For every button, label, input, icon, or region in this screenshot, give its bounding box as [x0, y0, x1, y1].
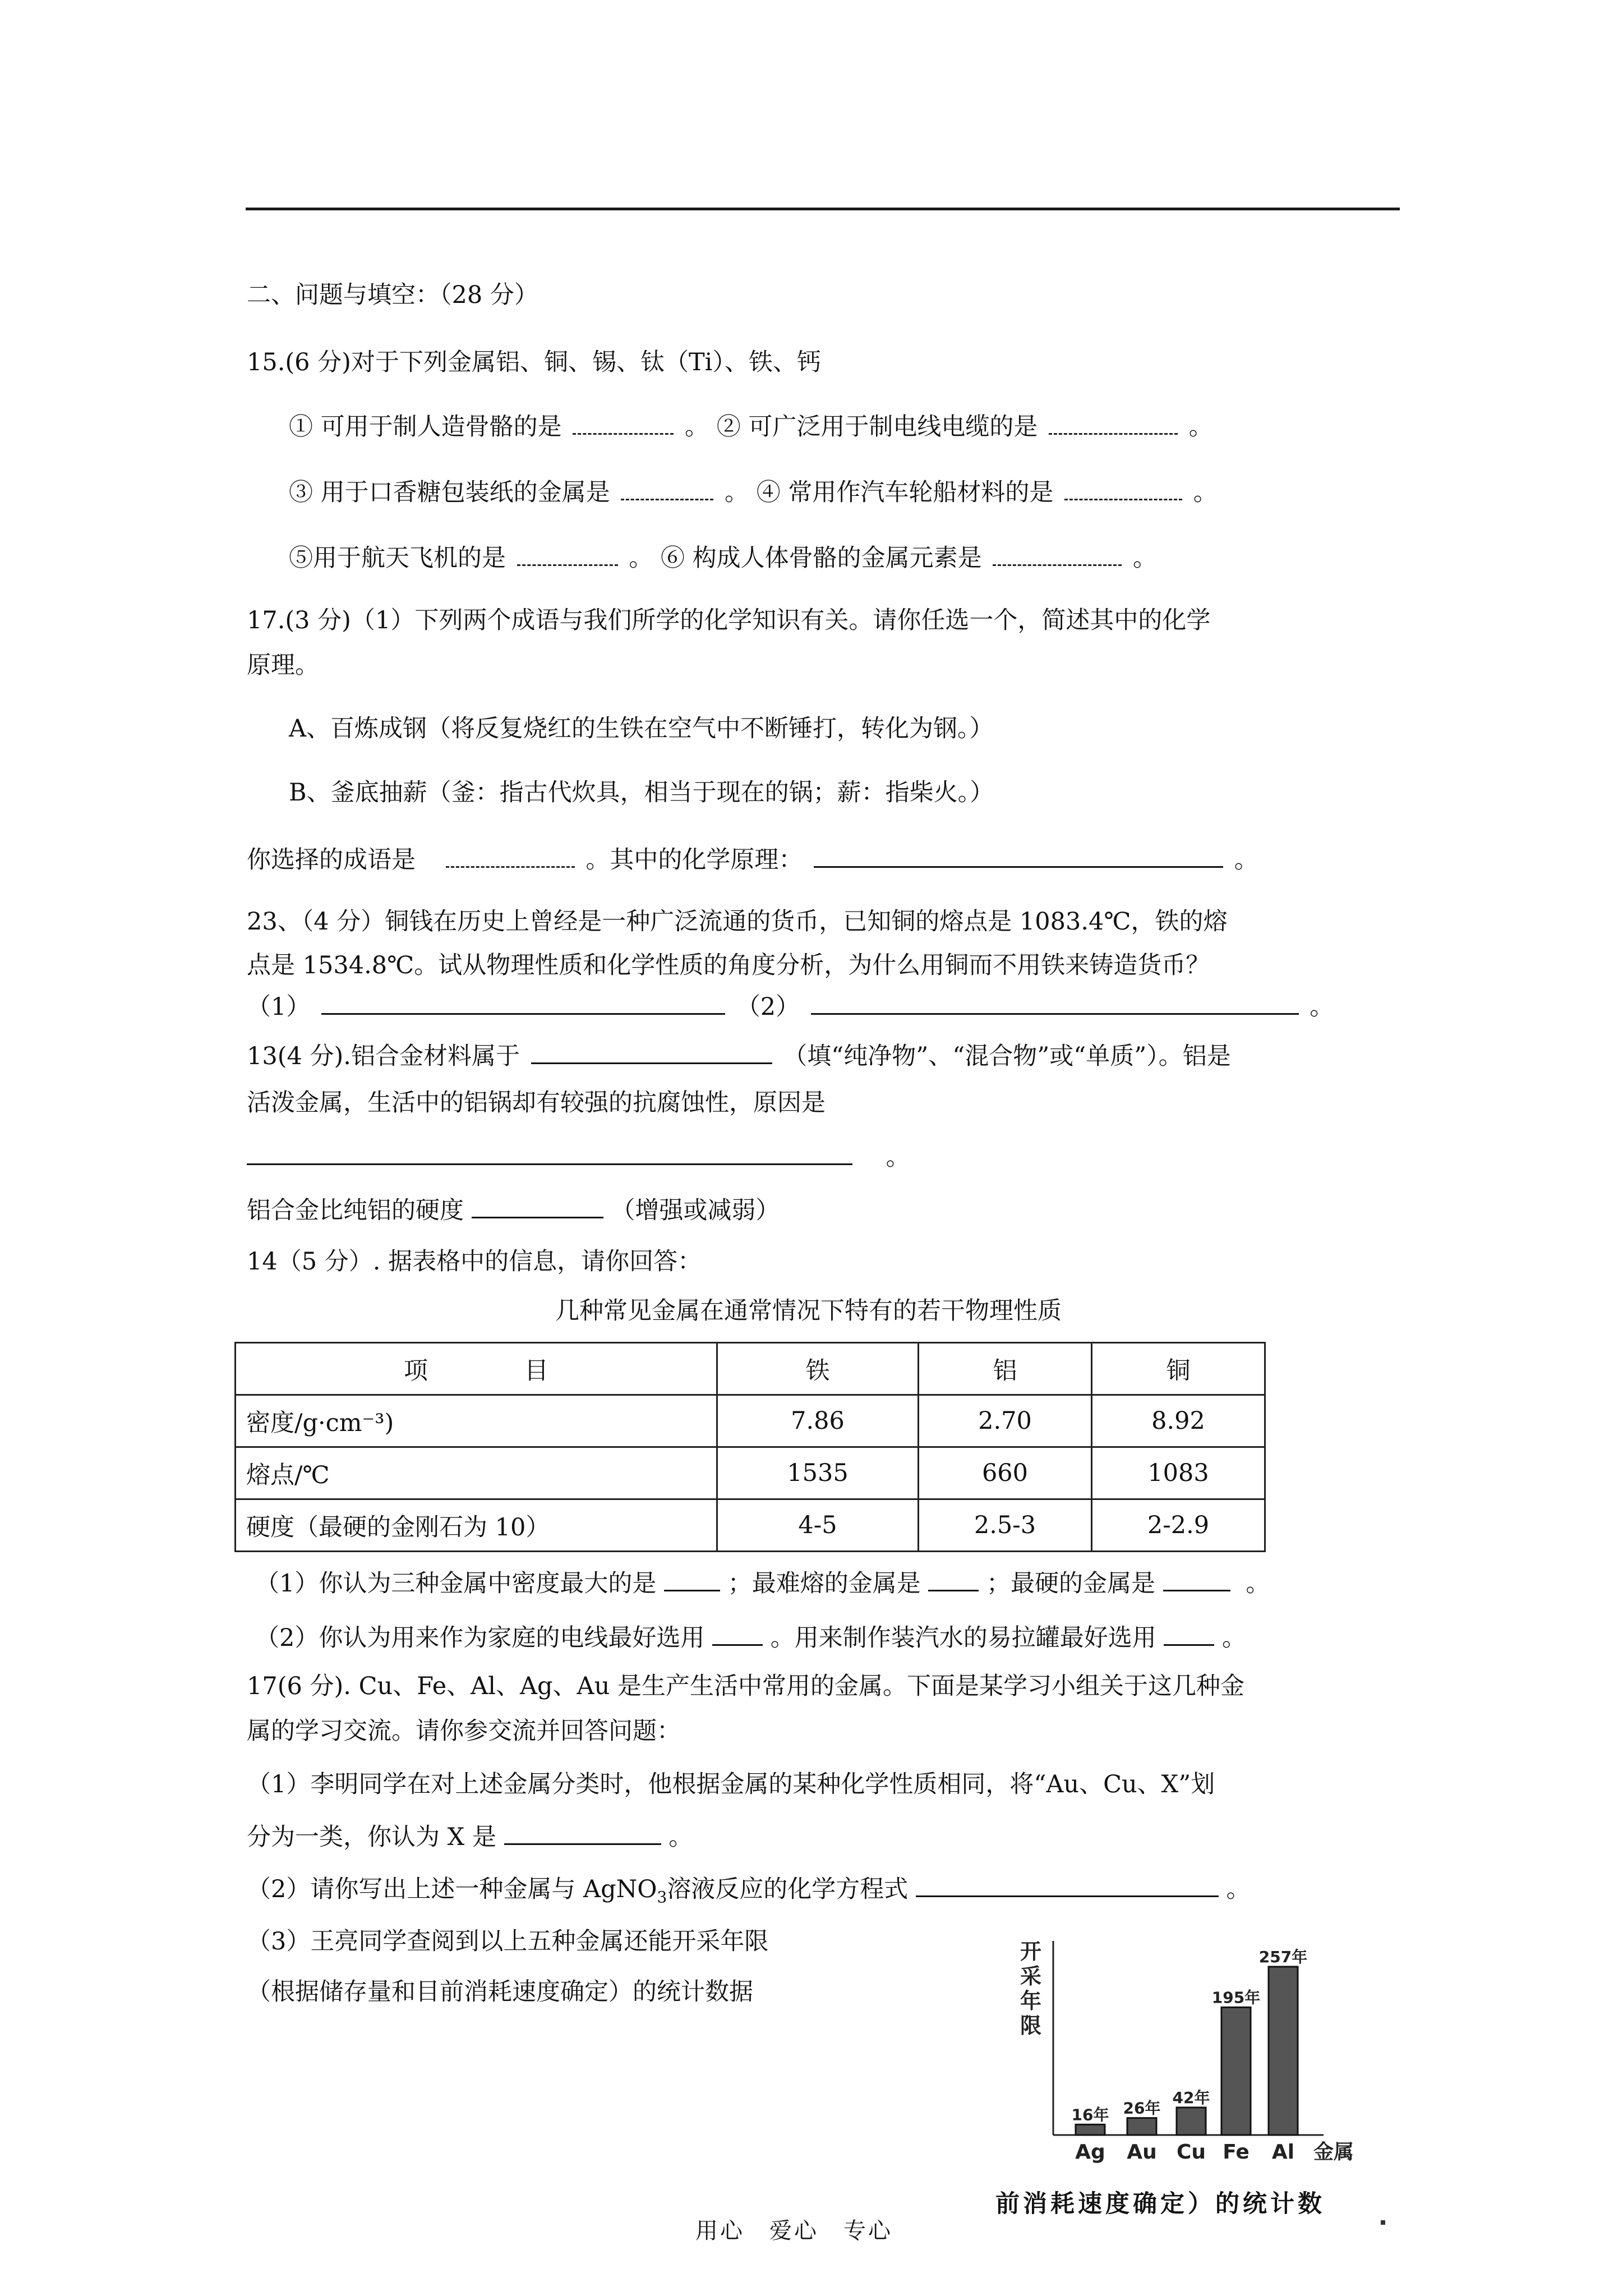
q17b-p1-line2	[247, 1824, 693, 1849]
q17a-optB: B、釜底抽薪（釜：指古代炊具，相当于现在的锅；薪：指柴火。）	[289, 779, 994, 807]
q14-ans1-end: 。	[1246, 1570, 1270, 1598]
q15-sep1: 。	[685, 413, 717, 441]
table-header-row	[236, 1343, 1265, 1395]
table-cell: 7.86	[717, 1395, 919, 1447]
q15-row2	[289, 480, 1218, 505]
table-row	[236, 1395, 1265, 1447]
q15-blank4[interactable]	[1064, 480, 1182, 500]
q13-blank3[interactable]	[472, 1198, 603, 1218]
q14-ans1-b: ；最难熔的金属是	[727, 1570, 921, 1598]
chart-ylabel-char: 开	[1020, 1939, 1042, 1964]
q15-item5: ⑤用于航天飞机的是	[289, 544, 506, 572]
q15-sep5: 。	[629, 544, 653, 572]
q14-blank5[interactable]	[1164, 1625, 1214, 1646]
q17b-p2-subscript: 3	[657, 1888, 667, 1907]
q17b-blank2[interactable]	[916, 1876, 1219, 1897]
q15-row3	[289, 545, 1157, 570]
table-cell: 660	[919, 1447, 1092, 1499]
q14-blank1[interactable]	[664, 1571, 720, 1591]
q17b-blank1[interactable]	[504, 1824, 661, 1845]
q15-item2: ② 可广泛用于制电线电缆的是	[716, 413, 1038, 441]
q13-blank1[interactable]	[531, 1043, 772, 1064]
table-row	[236, 1447, 1265, 1499]
q17b-p1-end: 。	[668, 1823, 693, 1851]
q23-stem2: 点是 1534.8℃。试从物理性质和化学性质的角度分析，为什么用铜而不用铁来铸造货币？	[247, 951, 1210, 979]
q14-ans2-b: 。用来制作装汽水的易拉罐最好选用	[770, 1624, 1156, 1652]
q14-blank2[interactable]	[928, 1571, 979, 1591]
chart-data-label: 195年	[1211, 1988, 1261, 2007]
q13-line4-a: 铝合金比纯铝的硬度	[247, 1197, 464, 1225]
q14-ans1-a: （1）你认为三种金属中密度最大的是	[255, 1570, 657, 1598]
table-row	[236, 1499, 1265, 1552]
q15-blank5[interactable]	[517, 545, 618, 566]
table-header-cell: 项 目	[236, 1343, 717, 1395]
q17b-p2	[247, 1876, 1251, 1906]
q14-table-title: 几种常见金属在通常情况下特有的若干物理性质	[555, 1297, 1062, 1325]
q13-line4	[247, 1198, 780, 1223]
chart-bar-cu	[1177, 2108, 1206, 2135]
chart-ylabel-char: 限	[1020, 2013, 1042, 2038]
chart-tick-label: Cu	[1176, 2141, 1206, 2164]
q13-line1-b: （填“纯净物”、“混合物”或“单质”）。铝是	[783, 1042, 1231, 1070]
chart-tick-label: Au	[1127, 2141, 1157, 2164]
q15-blank3[interactable]	[621, 480, 713, 500]
q17a-idiom-blank[interactable]	[446, 847, 575, 868]
q13-line4-b: （增强或减弱）	[611, 1197, 780, 1225]
table-cell: 1083	[1092, 1447, 1265, 1499]
section-title: 二、问题与填空：（28 分）	[247, 281, 538, 309]
q15-stem: 15.(6 分)对于下列金属铝、铜、锡、钛（Ti）、铁、钙	[247, 348, 821, 376]
q15-sep3: 。	[725, 478, 749, 507]
table-header-cell: 铜	[1092, 1343, 1265, 1395]
properties-table	[234, 1342, 1266, 1552]
q17a-stem2: 原理。	[247, 651, 319, 679]
q14-ans1-c: ；最硬的金属是	[986, 1570, 1156, 1598]
q17b-p1-line1: （1）李明同学在对上述金属分类时，他根据金属的某种化学性质相同，将“Au、Cu、X”划	[247, 1770, 1215, 1798]
chart-ylabel	[1020, 1939, 1041, 2038]
table-header-cell: 铁	[717, 1343, 919, 1395]
q23-answers	[247, 994, 1334, 1019]
table-cell: 8.92	[1092, 1395, 1265, 1447]
q15-blank2[interactable]	[1049, 414, 1178, 435]
q17a-principle-blank[interactable]	[814, 847, 1223, 868]
chart-data-label: 26年	[1123, 2099, 1161, 2118]
q15-item4: ④ 常用作汽车轮船材料的是	[756, 478, 1054, 507]
chart-ylabel-char: 采	[1020, 1964, 1042, 1989]
table-cell: 硬度（最硬的金刚石为 10）	[236, 1499, 717, 1552]
q13-blank2[interactable]	[247, 1144, 852, 1165]
q17b-p3-line1: （3）王亮同学查阅到以上五种金属还能开采年限	[247, 1927, 769, 1955]
table-cell: 密度/g·cm⁻³)	[236, 1395, 717, 1447]
q17a-answer	[247, 847, 1258, 872]
q17b-stem2: 属的学习交流。请你参交流并回答问题：	[247, 1717, 681, 1745]
chart-tick-label: Al	[1271, 2141, 1295, 2164]
chart-bar-fe	[1221, 2007, 1251, 2135]
table-header-cell: 铝	[919, 1343, 1092, 1395]
q17a-stem1: 17.(3 分)（1）下列两个成语与我们所学的化学知识有关。请你任选一个，简述其中的化学	[247, 606, 1211, 634]
q23-p1: （1）	[247, 993, 311, 1021]
q17b-stem1: 17(6 分). Cu、Fe、Al、Ag、Au 是生产生活中常用的金属。下面是某学习小组关于这几种金	[247, 1672, 1244, 1700]
q23-stem1: 23、（4 分）铜钱在历史上曾经是一种广泛流通的货币，已知铜的熔点是 1083.4℃，铁的熔	[247, 908, 1228, 936]
q17b-p2-a: （2）请你写出上述一种金属与 AgNO	[247, 1875, 657, 1903]
header-rule	[246, 208, 1400, 210]
q17a-end: 。	[1234, 846, 1258, 874]
table-cell: 2-2.9	[1092, 1499, 1265, 1552]
q17b-p2-end: 。	[1226, 1875, 1251, 1903]
table-cell: 2.5-3	[919, 1499, 1092, 1552]
chart-ylabel-char: 年	[1020, 1989, 1042, 2013]
page-number-mark	[1381, 2220, 1385, 2225]
q17b-p3-line2: （根据储存量和目前消耗速度确定）的统计数据	[247, 1978, 753, 2006]
chart-data-label: 257年	[1258, 1948, 1308, 1966]
q15-end6: 。	[1133, 544, 1158, 572]
q15-item6: ⑥ 构成人体骨骼的金属元素是	[661, 544, 982, 572]
chart-data-label: 42年	[1172, 2088, 1210, 2107]
table-cell: 1535	[717, 1447, 919, 1499]
q17a-answer-mid: 。其中的化学原理：	[585, 846, 803, 874]
page-footer: 用心 爱心 专心	[695, 2218, 893, 2244]
q17b-p2-b: 溶液反应的化学方程式	[667, 1875, 909, 1903]
q13-end: 。	[886, 1143, 910, 1171]
q17a-answer-prefix: 你选择的成语是	[247, 846, 416, 874]
q15-item3: ③ 用于口香糖包装纸的金属是	[289, 478, 610, 507]
q15-row1	[289, 414, 1213, 439]
q23-blank2[interactable]	[811, 994, 1299, 1015]
q13-line2: 活泼金属，生活中的铝锅却有较强的抗腐蚀性，原因是	[247, 1089, 826, 1117]
q13-line3	[247, 1144, 910, 1170]
q14-stem: 14（5 分）. 据表格中的信息，请你回答：	[247, 1248, 702, 1276]
table-cell: 4-5	[717, 1499, 919, 1552]
chart-tick-label: Fe	[1223, 2141, 1249, 2164]
mining-years-chart	[1009, 1930, 1402, 2177]
chart-bar-al	[1269, 1967, 1298, 2135]
chart-bar-au	[1127, 2118, 1156, 2135]
chart-tick-label: Ag	[1075, 2141, 1105, 2164]
q15-end2: 。	[1188, 413, 1213, 441]
q23-end: 。	[1310, 993, 1334, 1021]
table-cell: 2.70	[919, 1395, 1092, 1447]
q14-ans2-end: 。	[1222, 1624, 1247, 1652]
q14-ans2-a: （2）你认为用来作为家庭的电线最好选用	[255, 1624, 705, 1652]
q15-end4: 。	[1193, 478, 1218, 507]
q14-ans1	[255, 1571, 1270, 1596]
q17a-optA: A、百炼成钢（将反复烧红的生铁在空气中不断锤打，转化为钢。）	[289, 715, 994, 743]
q14-blank3[interactable]	[1163, 1571, 1230, 1591]
table-cell: 熔点/℃	[236, 1447, 717, 1499]
chart-caption: 前消耗速度确定）的统计数	[995, 2190, 1325, 2218]
q23-blank1[interactable]	[321, 994, 725, 1015]
q15-blank1[interactable]	[573, 414, 674, 435]
q17b-p1-line2-text: 分为一类，你认为 X 是	[247, 1823, 496, 1851]
q15-blank6[interactable]	[993, 545, 1122, 566]
q23-p2: （2）	[736, 993, 800, 1021]
chart-xlabel: 金属	[1313, 2141, 1354, 2164]
q13-line1	[247, 1043, 1231, 1069]
chart-data-label: 16年	[1071, 2105, 1109, 2124]
q15-item1: ① 可用于制人造骨骼的是	[289, 413, 562, 441]
q13-line1-a: 13(4 分).铝合金材料属于	[247, 1042, 520, 1070]
chart-bar-ag	[1076, 2124, 1105, 2135]
q14-ans2	[255, 1625, 1246, 1650]
q14-blank4[interactable]	[712, 1625, 763, 1646]
